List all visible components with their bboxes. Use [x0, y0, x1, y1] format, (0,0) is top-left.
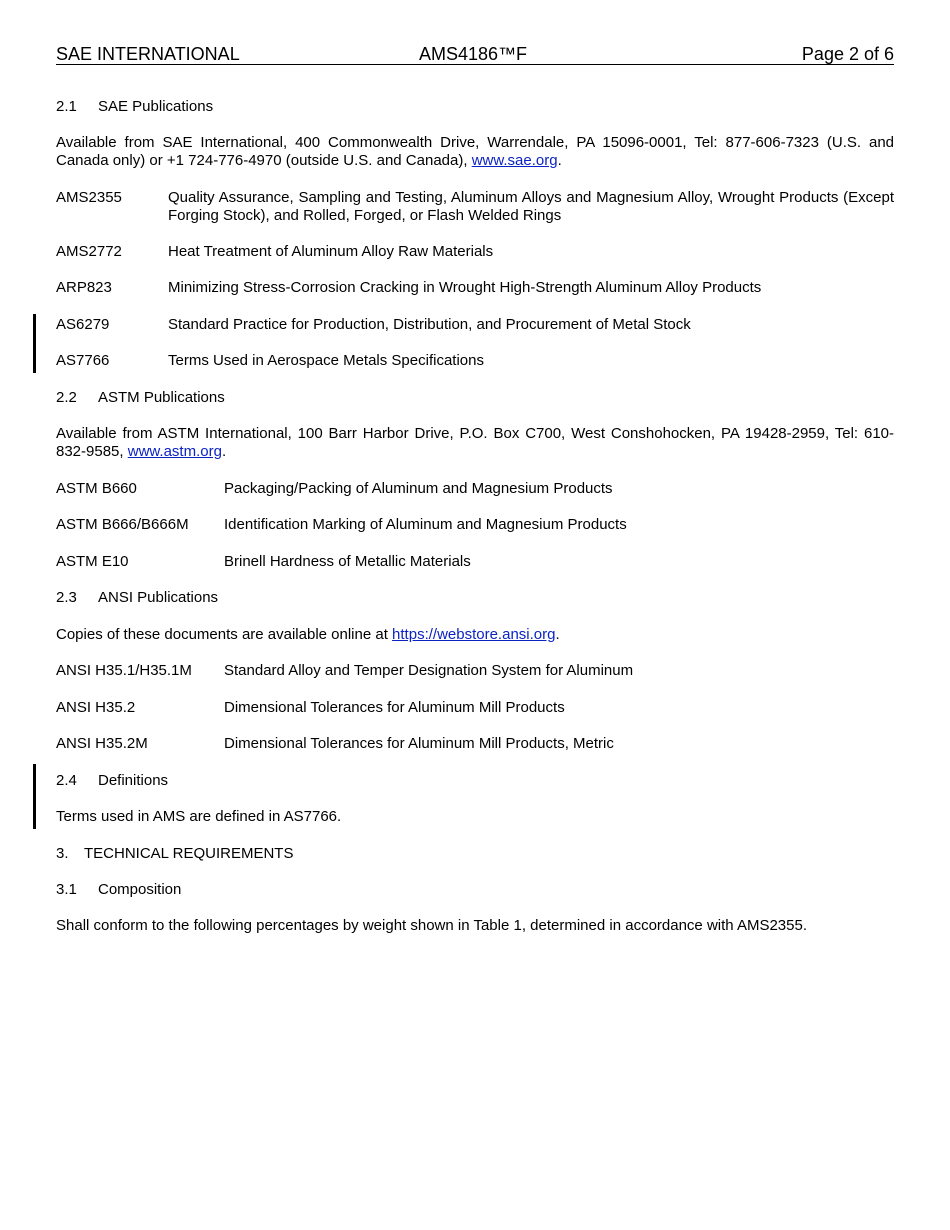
section-number: 3.: [56, 845, 69, 862]
reference-code: AMS2355: [56, 189, 122, 206]
section-heading-3: [56, 845, 894, 863]
reference-title: Terms Used in Aerospace Metals Specifications: [168, 352, 484, 369]
ansi-availability-paragraph: [56, 626, 894, 644]
definitions-paragraph: [56, 808, 894, 826]
section-title: Composition: [98, 881, 182, 898]
reference-title: Identification Marking of Aluminum and Magnesium Products: [224, 516, 627, 533]
reference-entry: [56, 516, 894, 534]
section-number: 3.1: [56, 881, 77, 898]
section-title: Definitions: [98, 772, 169, 789]
reference-title: Heat Treatment of Aluminum Alloy Raw Materials: [168, 243, 494, 260]
section-heading-2-3: [56, 589, 894, 607]
reference-code: ASTM B666/B666M: [56, 516, 189, 533]
section-number: 2.2: [56, 389, 77, 406]
reference-title: Packaging/Packing of Aluminum and Magnesium Products: [224, 480, 613, 497]
section-number: 2.1: [56, 98, 77, 115]
reference-entry: [56, 480, 894, 498]
section-heading-2-2: [56, 389, 894, 407]
period: .: [221, 443, 227, 460]
ansi-webstore-link[interactable]: https://webstore.ansi.org: [392, 626, 556, 643]
reference-entry: [56, 553, 894, 571]
revision-change-bar: [33, 764, 36, 829]
reference-code: ARP823: [56, 279, 112, 296]
reference-entry: [56, 189, 894, 225]
header-org: SAE INTERNATIONAL: [56, 44, 240, 64]
astm-availability-paragraph: [56, 425, 894, 461]
reference-entry: [56, 699, 894, 717]
reference-code: ANSI H35.2: [56, 699, 136, 716]
section-title: ANSI Publications: [98, 589, 219, 606]
page-header: [56, 44, 894, 65]
astm-website-link[interactable]: www.astm.org: [127, 443, 222, 460]
header-page-number: Page 2 of 6: [801, 44, 894, 64]
reference-entry: [56, 662, 894, 680]
section-number: 2.3: [56, 589, 77, 606]
reference-code: AS7766: [56, 352, 110, 369]
reference-code: ASTM E10: [56, 553, 129, 570]
reference-code: ASTM B660: [56, 480, 137, 497]
reference-title: Brinell Hardness of Metallic Materials: [224, 553, 471, 570]
availability-text: Available from ASTM International, 100 Barr Harbor Drive, P.O. Box C700, West Conshohocken, PA 19428-2959, Tel: 610-832-9585,: [56, 425, 894, 460]
sae-availability-paragraph: [56, 134, 894, 170]
reference-entry: [56, 735, 894, 753]
revision-change-bar: [33, 314, 36, 373]
reference-entry: [56, 243, 894, 261]
period: .: [557, 152, 562, 169]
period: .: [555, 626, 560, 643]
reference-code: AMS2772: [56, 243, 122, 260]
reference-entry: [56, 316, 894, 334]
reference-entry: [56, 352, 894, 370]
reference-entry: [56, 279, 894, 297]
availability-text: Copies of these documents are available online at: [56, 626, 393, 643]
section-title: ASTM Publications: [98, 389, 225, 406]
section-heading-3-1: [56, 881, 894, 899]
section-heading-2-4: [56, 772, 894, 790]
reference-code: ANSI H35.1/H35.1M: [56, 662, 192, 679]
reference-title: Standard Alloy and Temper Designation System for Aluminum: [224, 662, 634, 679]
section-title: SAE Publications: [98, 98, 214, 115]
header-doc-number: AMS4186™F: [419, 44, 528, 64]
composition-text: Shall conform to the following percentages by weight shown in Table 1, determined in accordance with AMS2355.: [56, 917, 807, 934]
reference-title: Quality Assurance, Sampling and Testing, Aluminum Alloys and Magnesium Alloy, Wrought Products (Except Forging Stock), and Rolled, Forged, or Flash Welded Rings: [168, 189, 894, 224]
section-number: 2.4: [56, 772, 77, 789]
availability-text: Available from SAE International, 400 Commonwealth Drive, Warrendale, PA 15096-0001, Tel: 877-606-7323 (U.S. and Canada only) or +1 724-776-4970 (outside U.S. and Canada),: [56, 134, 894, 169]
reference-title: Minimizing Stress-Corrosion Cracking in Wrought High-Strength Aluminum Alloy Products: [168, 279, 762, 296]
section-title: TECHNICAL REQUIREMENTS: [84, 845, 294, 862]
sae-website-link[interactable]: www.sae.org: [471, 152, 558, 169]
reference-title: Dimensional Tolerances for Aluminum Mill Products: [224, 699, 565, 716]
reference-code: AS6279: [56, 316, 110, 333]
definitions-text: Terms used in AMS are defined in AS7766.: [56, 808, 342, 825]
reference-title: Dimensional Tolerances for Aluminum Mill Products, Metric: [224, 735, 614, 752]
section-heading-2-1: [56, 98, 894, 116]
reference-code: ANSI H35.2M: [56, 735, 148, 752]
composition-paragraph: [56, 917, 894, 935]
reference-title: Standard Practice for Production, Distribution, and Procurement of Metal Stock: [168, 316, 691, 333]
